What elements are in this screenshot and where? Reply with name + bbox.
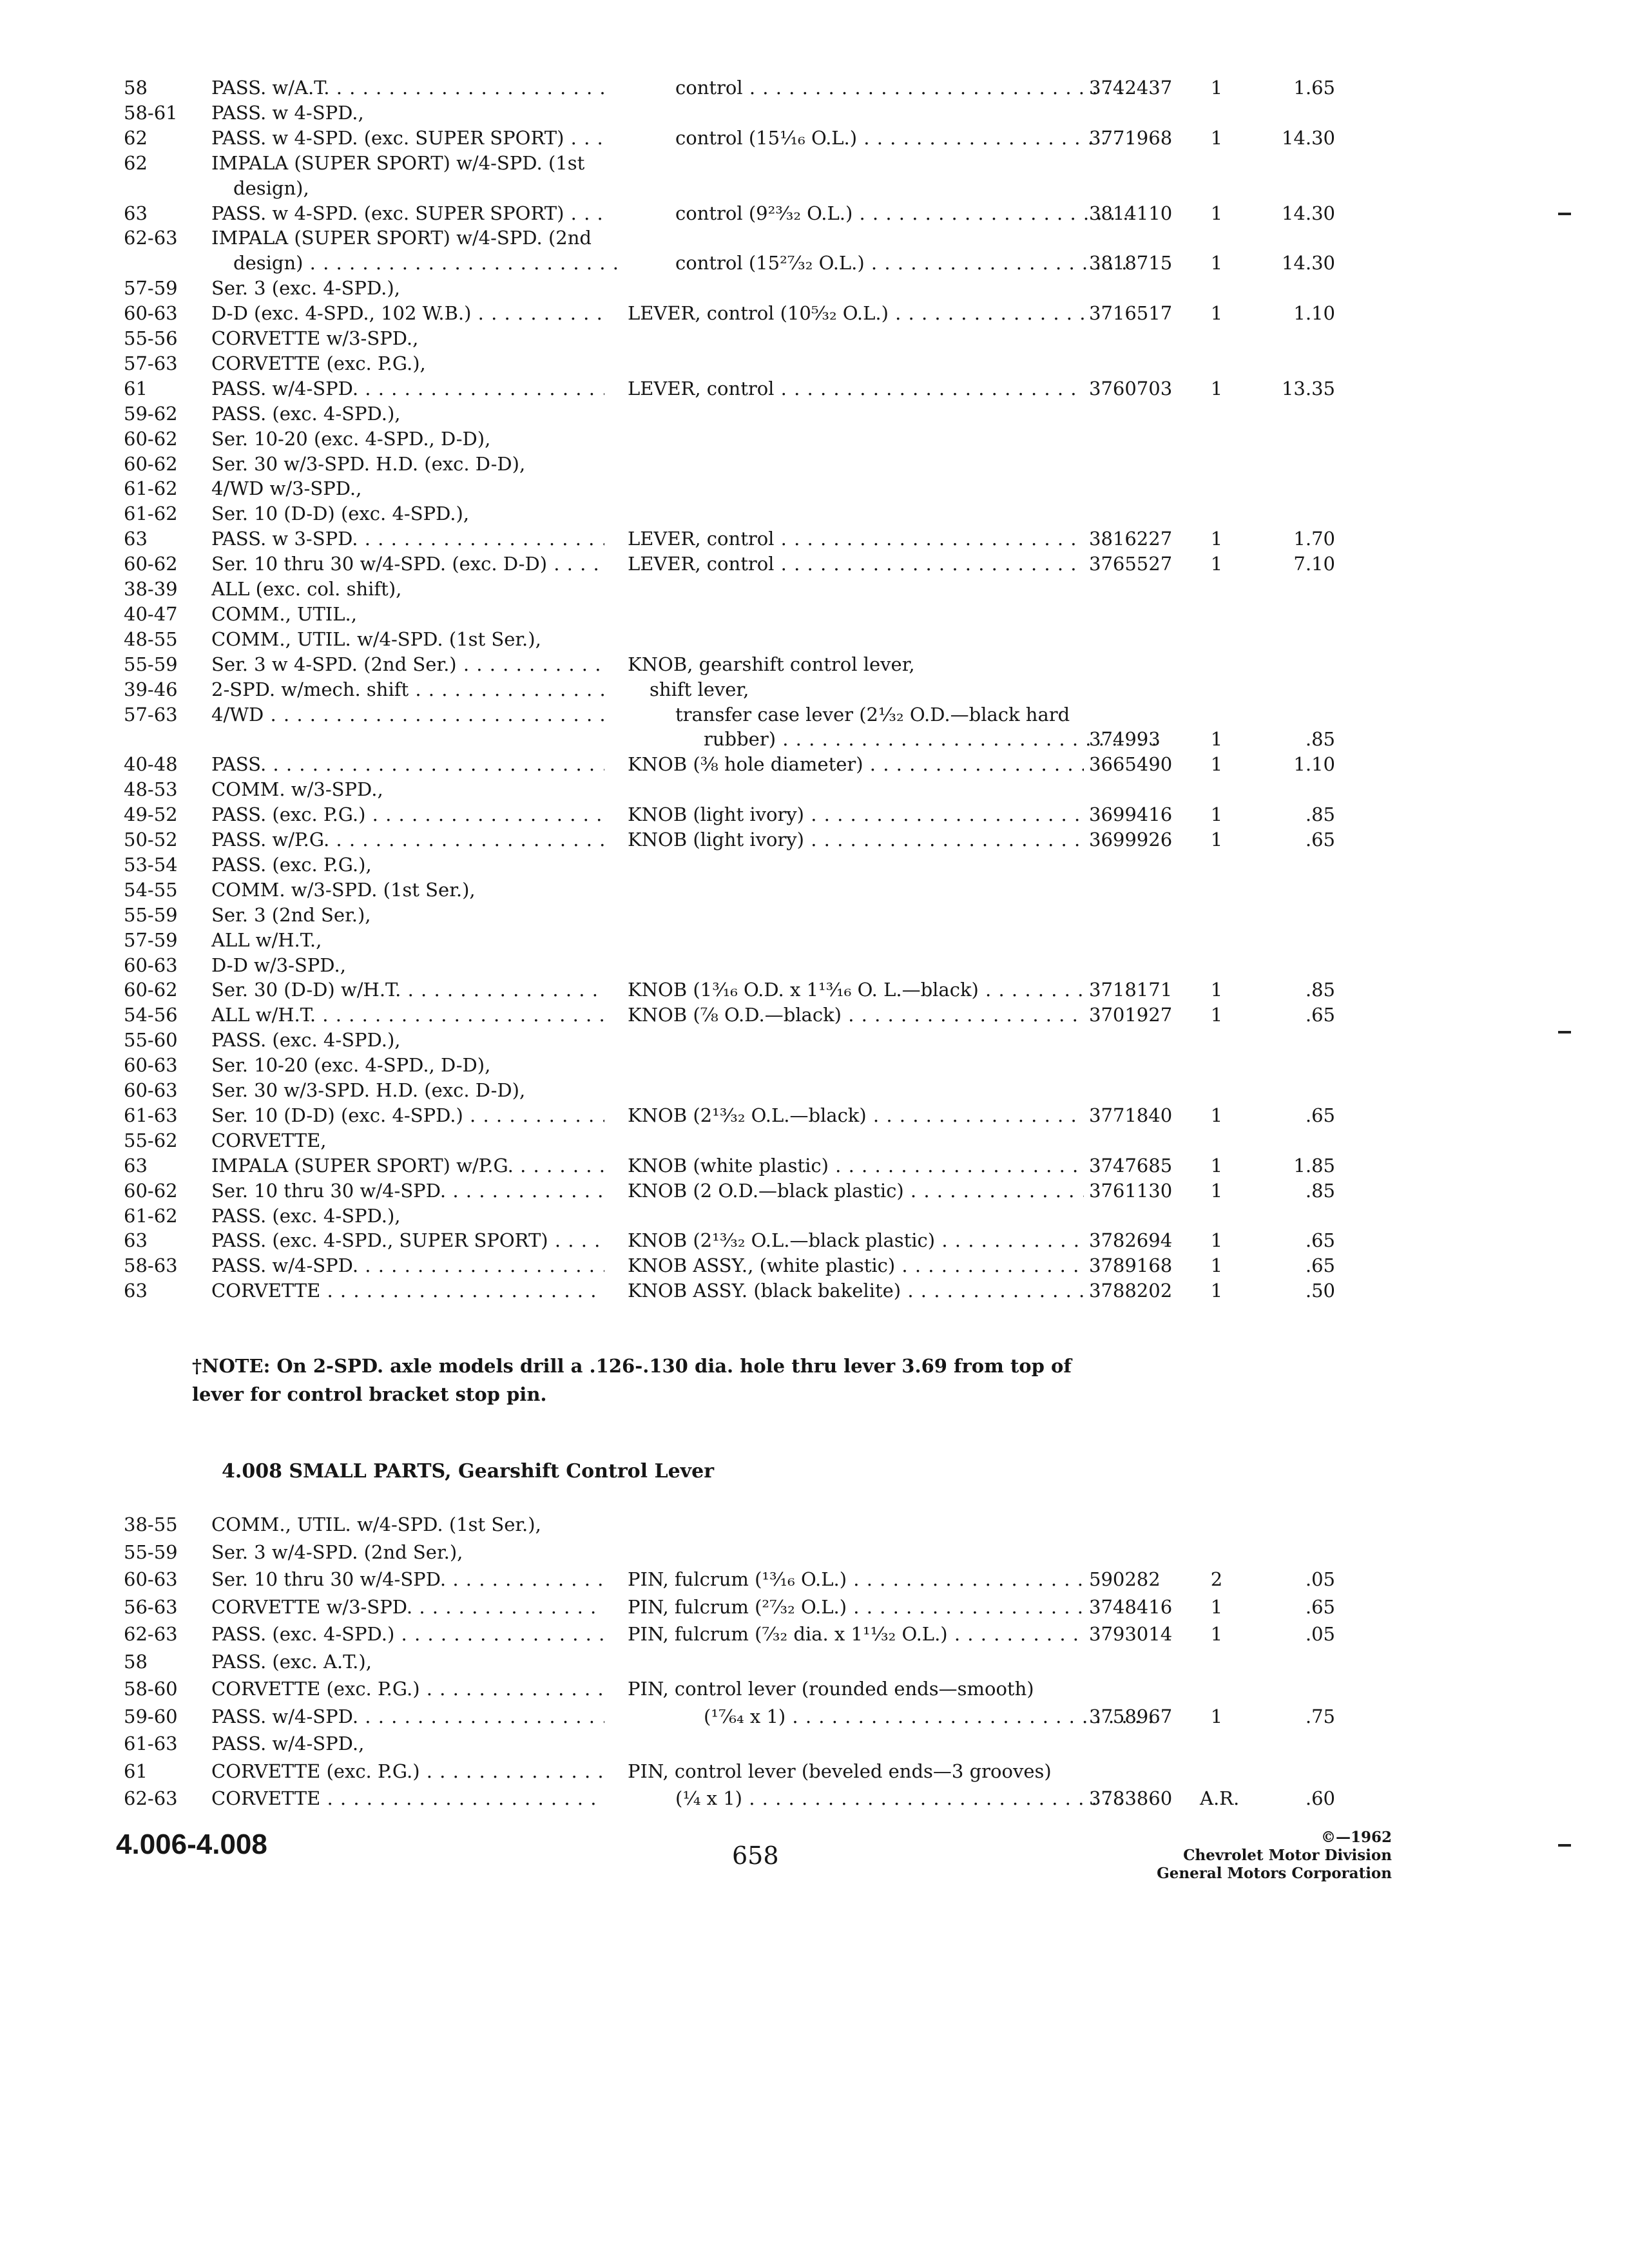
part-description: LEVER, control . . . — [628, 548, 1084, 579]
part-description: KNOB (light ivory) . . . — [628, 824, 1084, 855]
model-years: 60-62 — [124, 553, 178, 575]
application: Ser. 3 w 4-SPD. (2nd Ser.) . . . — [211, 649, 604, 680]
part-description: PIN, fulcrum (²⁷⁄₃₂ O.L.) . . . — [628, 1591, 1084, 1622]
application: PASS. w 3-SPD. . . . — [211, 523, 604, 554]
part-description: KNOB (2 O.D.—black plastic) . . . — [628, 1175, 1084, 1206]
part-number: 3783860 — [1089, 1787, 1173, 1809]
application: IMPALA (SUPER SPORT) w/P.G. . . . — [211, 1150, 604, 1181]
application: IMPALA (SUPER SPORT) w/4-SPD. (1st — [211, 151, 585, 174]
quantity: 1 — [1210, 77, 1223, 99]
model-years: 58 — [124, 1650, 148, 1673]
application: PASS. (exc. 4-SPD.) . . . — [211, 1619, 604, 1649]
model-years: 62 — [124, 151, 148, 174]
application: Ser. 10 (D-D) (exc. 4-SPD.), — [211, 503, 470, 525]
model-years: 48-53 — [124, 778, 178, 801]
model-years: 57-63 — [124, 703, 178, 726]
page-number: 658 — [732, 1841, 779, 1870]
application: PASS. (exc. 4-SPD.), — [211, 1029, 401, 1052]
application: Ser. 10 thru 30 w/4-SPD. (exc. D-D) . . . — [211, 548, 604, 579]
model-years: 38-55 — [124, 1514, 178, 1535]
price: 1.85 — [1293, 1154, 1335, 1177]
quantity: 1 — [1210, 377, 1223, 399]
part-description: KNOB (⅞ O.D.—black) . . . — [628, 999, 1084, 1030]
application: PASS. w 4-SPD., — [211, 101, 364, 124]
application: COMM., UTIL. w/4-SPD. (1st Ser.), — [211, 1514, 541, 1535]
application: PASS. (exc. 4-SPD., SUPER SPORT) . . . — [211, 1225, 604, 1256]
copyright-block — [1157, 1829, 1392, 1883]
part-number: 3742437 — [1089, 77, 1173, 99]
application: Ser. 10 thru 30 w/4-SPD. . . . — [211, 1175, 604, 1206]
application: PASS. (exc. 4-SPD.), — [211, 402, 401, 425]
application: Ser. 10 (D-D) (exc. 4-SPD.) . . . — [211, 1100, 604, 1131]
model-years: 50-52 — [124, 829, 178, 850]
application: CORVETTE w/3-SPD., — [211, 327, 419, 349]
quantity: 1 — [1210, 1280, 1223, 1302]
application: 4/WD w/3-SPD., — [211, 477, 362, 500]
quantity: 1 — [1210, 1004, 1223, 1026]
parts-row — [0, 1619, 1629, 1649]
application: CORVETTE, — [211, 1129, 327, 1151]
model-years: 60-63 — [124, 1568, 178, 1590]
part-number: 3793014 — [1089, 1623, 1173, 1645]
model-years: 61-62 — [124, 477, 178, 500]
model-years: 61-63 — [124, 1104, 178, 1126]
part-description: (¼ x 1) . . . — [628, 1783, 1132, 1814]
parts-row — [0, 1591, 1629, 1622]
application: PASS. w/P.G. . . . — [211, 824, 604, 855]
model-years: 54-56 — [124, 1004, 178, 1026]
price: 14.30 — [1281, 202, 1335, 224]
part-number: 3816227 — [1089, 528, 1173, 550]
part-number: 3818715 — [1089, 252, 1173, 274]
quantity: 1 — [1210, 1595, 1223, 1618]
part-number: 3665490 — [1089, 753, 1173, 776]
application: D-D w/3-SPD., — [211, 954, 346, 976]
model-years: 58 — [124, 77, 148, 99]
part-description: PIN, fulcrum (¹³⁄₁₆ O.L.) . . . — [628, 1564, 1084, 1595]
part-number: 3747685 — [1089, 1154, 1173, 1177]
part-description: KNOB (white plastic) . . . — [628, 1150, 1084, 1181]
price: .65 — [1305, 829, 1335, 850]
part-description: KNOB, gearshift control lever, — [628, 653, 915, 675]
part-number: 3701927 — [1089, 1004, 1173, 1026]
quantity: 1 — [1210, 1179, 1223, 1202]
model-years: 63 — [124, 1280, 148, 1302]
division-name: Chevrolet Motor Division — [1183, 1847, 1392, 1864]
parts-row — [0, 1275, 1629, 1306]
part-description: PIN, control lever (rounded ends—smooth) — [628, 1678, 1034, 1700]
part-description: (¹⁷⁄₆₄ x 1) . . . — [628, 1701, 1160, 1732]
parts-row — [0, 1564, 1629, 1595]
quantity: 1 — [1210, 728, 1223, 751]
parts-row — [0, 1783, 1629, 1814]
application: PASS. w 4-SPD. (exc. SUPER SPORT) . . . — [211, 198, 604, 229]
model-years: 62 — [124, 126, 148, 149]
part-number: 3748416 — [1089, 1595, 1173, 1618]
model-years: 58-63 — [124, 1254, 178, 1277]
application: Ser. 10-20 (exc. 4-SPD., D-D), — [211, 427, 491, 450]
model-years: 57-63 — [124, 352, 178, 374]
part-number: 3789168 — [1089, 1254, 1173, 1277]
quantity: 1 — [1210, 1705, 1223, 1727]
part-description: KNOB ASSY. (black bakelite) . . . — [628, 1275, 1084, 1306]
application: 2-SPD. w/mech. shift . . . — [211, 674, 604, 705]
price: 1.10 — [1293, 302, 1335, 325]
application: PASS. . . . — [211, 749, 604, 780]
part-description: LEVER, control . . . — [628, 523, 1084, 554]
price: .85 — [1305, 803, 1335, 826]
application: PASS. (exc. P.G.), — [211, 853, 372, 876]
part-description: control (9²³⁄₃₂ O.L.) . . . — [628, 198, 1132, 229]
price: .85 — [1305, 1179, 1335, 1202]
part-description: control (15¹⁄₁₆ O.L.) . . . — [628, 122, 1132, 153]
model-years: 62-63 — [124, 1787, 178, 1809]
quantity: 1 — [1210, 126, 1223, 149]
parts-row — [0, 1756, 1629, 1787]
price: .85 — [1305, 728, 1335, 751]
part-description: KNOB (2¹³⁄₃₂ O.L.—black plastic) . . . — [628, 1225, 1084, 1256]
application: Ser. 3 w/4-SPD. (2nd Ser.), — [211, 1541, 463, 1563]
model-years: 60-63 — [124, 302, 178, 325]
application: 4/WD . . . — [211, 699, 604, 730]
part-number: 3782694 — [1089, 1229, 1173, 1252]
part-number: 3716517 — [1089, 302, 1173, 325]
quantity: A.R. — [1200, 1787, 1240, 1809]
application: ALL w/H.T., — [211, 928, 322, 951]
application: COMM. w/3-SPD. (1st Ser.), — [211, 878, 476, 901]
model-years: 61-63 — [124, 1733, 178, 1754]
part-description: PIN, fulcrum (⁷⁄₃₂ dia. x 1¹¹⁄₃₂ O.L.) . . . — [628, 1619, 1084, 1649]
application: D-D (exc. 4-SPD., 102 W.B.) . . . — [211, 298, 604, 329]
price: 14.30 — [1281, 126, 1335, 149]
price: .05 — [1305, 1623, 1335, 1645]
parts-row — [0, 1728, 1629, 1759]
page-section-code: 4.006-4.008 — [116, 1829, 267, 1860]
application: PASS. w/4-SPD. . . . — [211, 1701, 604, 1732]
model-years: 60-63 — [124, 954, 178, 976]
price: .75 — [1305, 1705, 1335, 1727]
price: .65 — [1305, 1104, 1335, 1126]
price: .50 — [1305, 1280, 1335, 1302]
application: Ser. 10-20 (exc. 4-SPD., D-D), — [211, 1054, 491, 1077]
application: CORVETTE (exc. P.G.) . . . — [211, 1673, 604, 1704]
price: 1.70 — [1293, 528, 1335, 550]
model-years: 61-62 — [124, 1204, 178, 1227]
part-description: PIN, control lever (beveled ends—3 grooves) — [628, 1760, 1052, 1782]
part-number: 3771968 — [1089, 126, 1173, 149]
part-number: 590282 — [1089, 1568, 1161, 1590]
quantity: 1 — [1210, 803, 1223, 826]
model-years: 38-39 — [124, 578, 178, 600]
price: 13.35 — [1281, 377, 1335, 399]
model-years: 60-63 — [124, 1054, 178, 1077]
model-years: 49-52 — [124, 803, 178, 826]
price: .65 — [1305, 1004, 1335, 1026]
quantity: 1 — [1210, 302, 1223, 325]
application: CORVETTE (exc. P.G.) . . . — [211, 1756, 604, 1787]
application: PASS. w/4-SPD. . . . — [211, 1250, 604, 1281]
copyright-year: ©—1962 — [1320, 1829, 1392, 1846]
application: Ser. 3 (exc. 4-SPD.), — [211, 277, 400, 300]
part-number: 3718171 — [1089, 979, 1173, 1001]
part-number: 3761130 — [1089, 1179, 1173, 1202]
model-years: 55-59 — [124, 903, 178, 926]
part-description: KNOB (light ivory) . . . — [628, 799, 1084, 830]
part-description: control . . . — [628, 72, 1132, 103]
quantity: 1 — [1210, 1104, 1223, 1126]
model-years: 55-60 — [124, 1029, 178, 1052]
quantity: 1 — [1210, 528, 1223, 550]
model-years: 60-62 — [124, 427, 178, 450]
model-years: 60-62 — [124, 979, 178, 1001]
application: PASS. w/4-SPD. . . . — [211, 373, 604, 404]
price: .05 — [1305, 1568, 1335, 1590]
model-years: 55-59 — [124, 653, 178, 675]
part-description: control (15²⁷⁄₃₂ O.L.) . . . — [628, 247, 1132, 278]
quantity: 1 — [1210, 753, 1223, 776]
part-description: transfer case lever (2¹⁄₃₂ O.D.—black hard — [675, 703, 1070, 726]
price: 7.10 — [1293, 553, 1335, 575]
price: .65 — [1305, 1595, 1335, 1618]
quantity: 1 — [1210, 1254, 1223, 1277]
model-years: 54-55 — [124, 878, 178, 901]
part-number: 3758967 — [1089, 1705, 1173, 1727]
part-description: KNOB (2¹³⁄₃₂ O.L.—black) . . . — [628, 1100, 1084, 1131]
price: 14.30 — [1281, 252, 1335, 274]
model-years: 39-46 — [124, 678, 178, 700]
application: design) . . . — [211, 247, 626, 278]
price: .60 — [1305, 1787, 1335, 1809]
model-years: 53-54 — [124, 853, 178, 876]
quantity: 1 — [1210, 202, 1223, 224]
model-years: 60-62 — [124, 1179, 178, 1202]
part-number: 3760703 — [1089, 377, 1173, 399]
application: PASS. w/4-SPD., — [211, 1733, 365, 1754]
model-years: 48-55 — [124, 628, 178, 650]
application: PASS. w 4-SPD. (exc. SUPER SPORT) . . . — [211, 122, 604, 153]
price: .65 — [1305, 1254, 1335, 1277]
model-years: 63 — [124, 1229, 148, 1252]
price: .65 — [1305, 1229, 1335, 1252]
part-number: 3699926 — [1089, 829, 1173, 850]
model-years: 60-63 — [124, 1079, 178, 1101]
section-heading: 4.008 SMALL PARTS, Gearshift Control Lever — [222, 1460, 715, 1483]
quantity: 1 — [1210, 979, 1223, 1001]
part-description: LEVER, control . . . — [628, 373, 1084, 404]
part-description: KNOB ASSY., (white plastic) . . . — [628, 1250, 1084, 1281]
model-years: 63 — [124, 202, 148, 224]
model-years: 61 — [124, 1760, 148, 1782]
application: PASS. w/A.T. . . . — [211, 72, 604, 103]
model-years: 40-48 — [124, 753, 178, 776]
part-description: rubber) . . . — [628, 724, 1160, 754]
application: CORVETTE . . . — [211, 1275, 604, 1306]
application: IMPALA (SUPER SPORT) w/4-SPD. (2nd — [211, 227, 592, 249]
application: PASS. (exc. P.G.) . . . — [211, 799, 604, 830]
application: ALL w/H.T. . . . — [211, 999, 604, 1030]
application: CORVETTE (exc. P.G.), — [211, 352, 426, 374]
model-years: 57-59 — [124, 928, 178, 951]
application: CORVETTE w/3-SPD. . . . — [211, 1591, 604, 1622]
model-years: 56-63 — [124, 1595, 178, 1618]
application: PASS. (exc. A.T.), — [211, 1650, 372, 1673]
scan-mark — [1558, 1844, 1571, 1847]
quantity: 1 — [1210, 1229, 1223, 1252]
parts-row — [0, 1509, 1629, 1540]
parts-row — [0, 1646, 1629, 1677]
price: 1.10 — [1293, 753, 1335, 776]
application: COMM. w/3-SPD., — [211, 778, 383, 801]
part-number: 3788202 — [1089, 1280, 1173, 1302]
part-number: 374993 — [1089, 728, 1161, 751]
part-number: 3699416 — [1089, 803, 1173, 826]
model-years: 60-62 — [124, 452, 178, 475]
model-years: 57-59 — [124, 277, 178, 300]
quantity: 1 — [1210, 252, 1223, 274]
application: PASS. (exc. 4-SPD.), — [211, 1204, 401, 1227]
application: Ser. 30 w/3-SPD. H.D. (exc. D-D), — [211, 1079, 526, 1101]
model-years: 62-63 — [124, 1623, 178, 1645]
model-years: 55-62 — [124, 1129, 178, 1151]
quantity: 1 — [1210, 1154, 1223, 1177]
application: Ser. 30 (D-D) w/H.T. . . . — [211, 974, 604, 1005]
model-years: 61-62 — [124, 503, 178, 525]
price: .85 — [1305, 979, 1335, 1001]
quantity: 1 — [1210, 1623, 1223, 1645]
model-years: 58-61 — [124, 101, 178, 124]
scan-mark — [1558, 1031, 1571, 1033]
part-description: KNOB (⅜ hole diameter) . . . — [628, 749, 1084, 780]
model-years: 63 — [124, 1154, 148, 1177]
model-years: 63 — [124, 528, 148, 550]
application: Ser. 30 w/3-SPD. H.D. (exc. D-D), — [211, 452, 526, 475]
part-number: 3814110 — [1089, 202, 1173, 224]
model-years: 59-60 — [124, 1705, 178, 1727]
parts-row — [0, 1537, 1629, 1568]
part-description: LEVER, control (10⁵⁄₃₂ O.L.) . . . — [628, 298, 1084, 329]
corporation-name: General Motors Corporation — [1157, 1865, 1392, 1882]
parts-row — [0, 1701, 1629, 1732]
price: 1.65 — [1293, 77, 1335, 99]
application: Ser. 3 (2nd Ser.), — [211, 903, 371, 926]
application: ALL (exc. col. shift), — [211, 578, 402, 600]
model-years: 58-60 — [124, 1678, 178, 1700]
part-number: 3771840 — [1089, 1104, 1173, 1126]
quantity: 1 — [1210, 553, 1223, 575]
part-number: 3765527 — [1089, 553, 1173, 575]
part-description: shift lever, — [650, 678, 749, 700]
model-years: 55-59 — [124, 1541, 178, 1563]
model-years: 59-62 — [124, 402, 178, 425]
quantity: 2 — [1210, 1568, 1223, 1590]
model-years: 61 — [124, 377, 148, 399]
application: Ser. 10 thru 30 w/4-SPD. . . . — [211, 1564, 604, 1595]
application: COMM., UTIL. w/4-SPD. (1st Ser.), — [211, 628, 541, 650]
scan-mark — [1558, 213, 1571, 215]
application: COMM., UTIL., — [211, 602, 357, 625]
footnote: †NOTE: On 2-SPD. axle models drill a .126-.130 dia. hole thru lever 3.69 from top of lever for control bracket stop pin. — [192, 1355, 1072, 1405]
application: design), — [233, 177, 309, 199]
parts-row — [0, 1673, 1629, 1704]
model-years: 40-47 — [124, 602, 178, 625]
model-years: 55-56 — [124, 327, 178, 349]
quantity: 1 — [1210, 829, 1223, 850]
part-description: KNOB (1³⁄₁₆ O.D. x 1¹³⁄₁₆ O. L.—black) . . . — [628, 974, 1084, 1005]
application: CORVETTE . . . — [211, 1783, 604, 1814]
model-years: 62-63 — [124, 227, 178, 249]
